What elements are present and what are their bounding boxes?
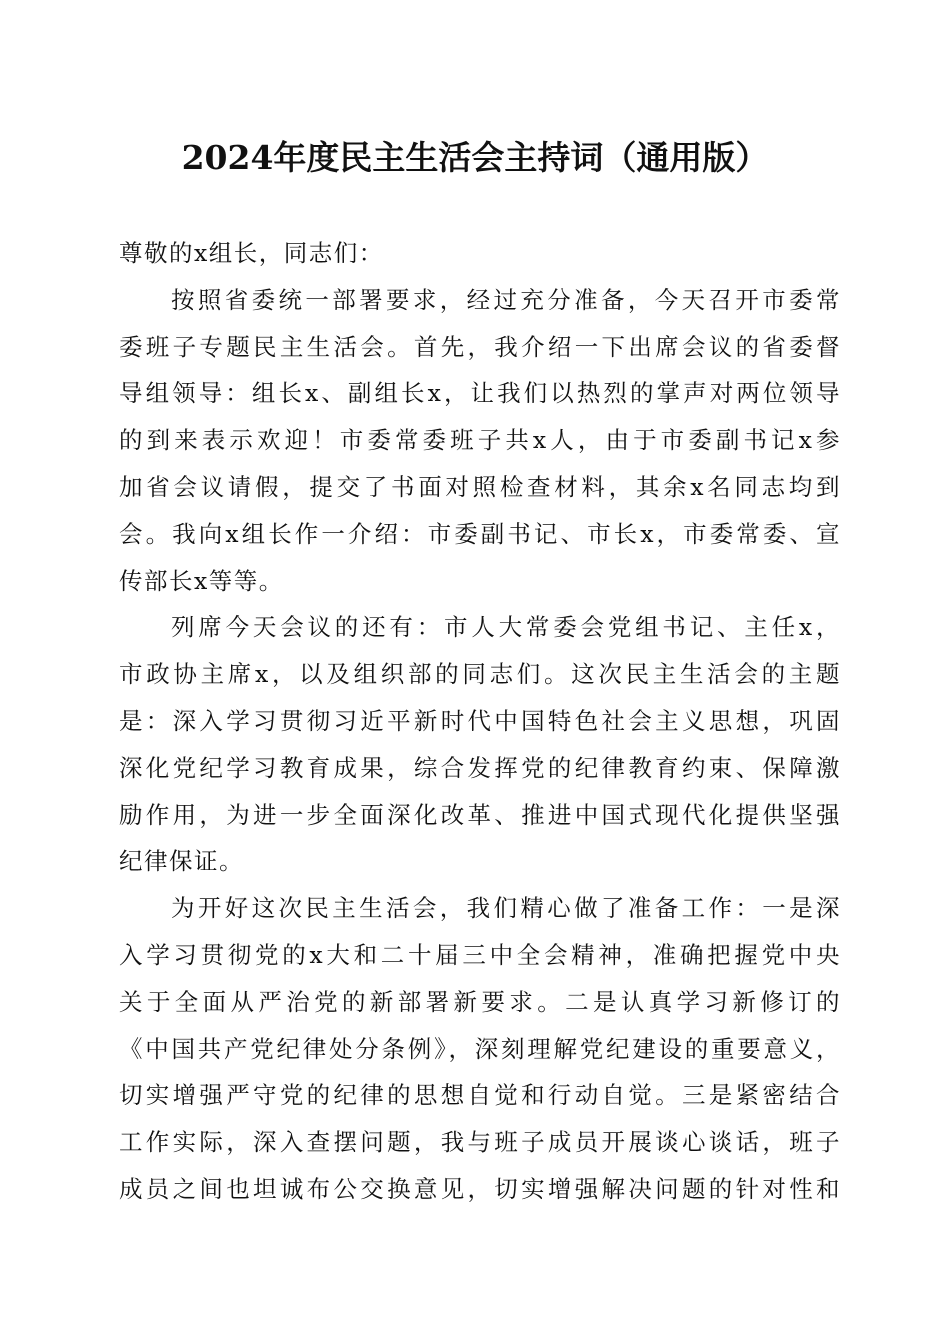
text-line: 的到来表示欢迎！市委常委班子共x人，由于市委副书记x参	[119, 426, 841, 455]
text-line: 传部长x等等。	[119, 566, 284, 595]
text-line: 为开好这次民主生活会，我们精心做了准备工作：一是深	[171, 894, 841, 923]
text-line: 按照省委统一部署要求，经过充分准备，今天召开市委常	[171, 285, 841, 314]
text-line: 《中国共产党纪律处分条例》，深刻理解党纪建设的重要意义，	[119, 1034, 841, 1063]
text-line: 切实增强严守党的纪律的思想自觉和行动自觉。三是紧密结合	[119, 1081, 841, 1110]
text-line: 成员之间也坦诚布公交换意见，切实增强解决问题的针对性和	[119, 1174, 841, 1203]
text-line: 列席今天会议的还有：市人大常委会党组书记、主任x，	[171, 613, 841, 642]
text-line: 会。我向x组长作一介绍：市委副书记、市长x，市委常委、宣	[119, 519, 841, 548]
text-line: 纪律保证。	[119, 847, 244, 876]
text-line: 委班子专题民主生活会。首先，我介绍一下出席会议的省委督	[119, 332, 841, 361]
text-line: 深化党纪学习教育成果，综合发挥党的纪律教育约束、保障激	[119, 753, 841, 782]
document-body	[119, 230, 841, 1213]
text-line: 工作实际，深入查摆问题，我与班子成员开展谈心谈话，班子	[119, 1128, 841, 1157]
text-line: 关于全面从严治党的新部署新要求。二是认真学习新修订的	[119, 987, 841, 1016]
text-line: 市政协主席x，以及组织部的同志们。这次民主生活会的主题	[119, 660, 841, 689]
text-line: 导组领导：组长x、副组长x，让我们以热烈的掌声对两位领导	[119, 379, 841, 408]
text-line: 加省会议请假，提交了书面对照检查材料，其余x名同志均到	[119, 472, 841, 501]
text-line: 是：深入学习贯彻习近平新时代中国特色社会主义思想，巩固	[119, 706, 841, 735]
salutation-line: 尊敬的x组长，同志们：	[119, 239, 384, 267]
text-line: 入学习贯彻党的x大和二十届三中全会精神，准确把握党中央	[119, 940, 841, 969]
text-line: 励作用，为进一步全面深化改革、推进中国式现代化提供坚强	[119, 800, 841, 829]
document-title: 2024年度民主生活会主持词（通用版）	[181, 138, 769, 177]
